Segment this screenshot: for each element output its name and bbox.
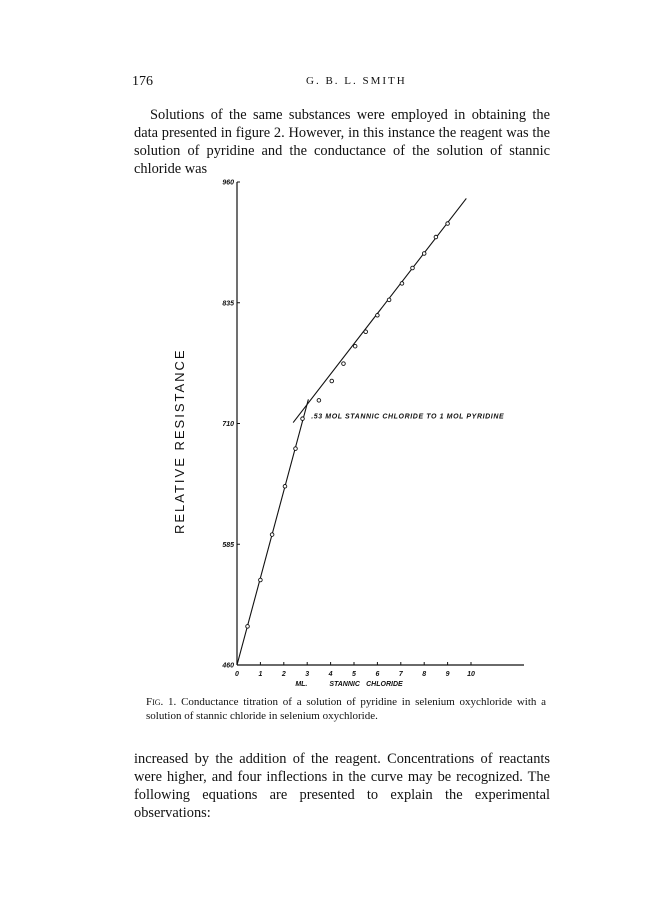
y-tick-label: 710 <box>222 421 234 428</box>
y-tick-label: 835 <box>222 300 234 308</box>
fit-line <box>293 198 466 422</box>
running-head: G. B. L. SMITH <box>306 75 407 87</box>
x-tick-label: 1 <box>258 671 263 678</box>
data-point <box>376 314 380 318</box>
x-tick-label: 7 <box>398 671 403 678</box>
data-point <box>353 344 357 348</box>
figure-caption-text: Conductance titration of a solution of pyridine in selenium oxychloride with a solution of stannic chloride in selenium oxychloride. <box>146 696 547 722</box>
data-point <box>364 330 368 334</box>
data-point <box>259 578 263 582</box>
body-paragraph-top: Solutions of the same substances were employed in obtaining the data presented in figure 2. However, in this instance the reagent was the solution of pyridine and the conductance of the solution of stannic chloride was <box>134 107 550 177</box>
data-point <box>246 625 250 629</box>
x-tick-label: 9 <box>445 671 450 678</box>
x-tick-label: 2 <box>281 671 286 678</box>
x-tick-label: 4 <box>328 671 333 678</box>
data-point <box>294 447 298 451</box>
data-point <box>446 222 450 226</box>
body-paragraph-bottom: increased by the addition of the reagent. Concentrations of reactants were higher, and four inflections in the curve may be recognized. The following equations are presented to explain the experimental observations: <box>134 751 550 821</box>
annotation-label: .53 MOL STANNIC CHLORIDE TO 1 MOL PYRIDINE <box>311 413 505 421</box>
x-tick-label: 3 <box>305 671 310 678</box>
data-point <box>342 362 346 366</box>
data-point <box>411 266 415 270</box>
x-axis-label-part: ML. <box>295 681 308 688</box>
data-point <box>317 399 321 403</box>
x-tick-label: 10 <box>467 671 475 678</box>
x-tick-label: 8 <box>422 671 427 678</box>
data-point <box>434 235 438 239</box>
data-point <box>301 417 305 421</box>
data-point <box>422 252 426 256</box>
y-axis-label: RELATIVE RESISTANCE <box>172 348 187 534</box>
x-tick-label: 5 <box>352 671 356 678</box>
x-axis-label-part: STANNIC <box>329 681 360 688</box>
y-tick-label: 585 <box>222 541 234 549</box>
y-tick-label: 960 <box>222 179 234 187</box>
figure-label: Fig. 1. <box>146 696 177 708</box>
figure-caption <box>146 695 546 723</box>
data-point <box>283 484 287 488</box>
y-tick-label: 460 <box>222 662 234 670</box>
data-point <box>387 298 391 302</box>
data-point <box>270 533 274 537</box>
x-tick-label: 0 <box>235 671 239 678</box>
x-axis-label-part: CHLORIDE <box>366 681 403 688</box>
page-number: 176 <box>132 74 153 89</box>
data-point <box>400 282 404 286</box>
data-point <box>330 379 334 383</box>
x-tick-label: 6 <box>375 671 380 678</box>
